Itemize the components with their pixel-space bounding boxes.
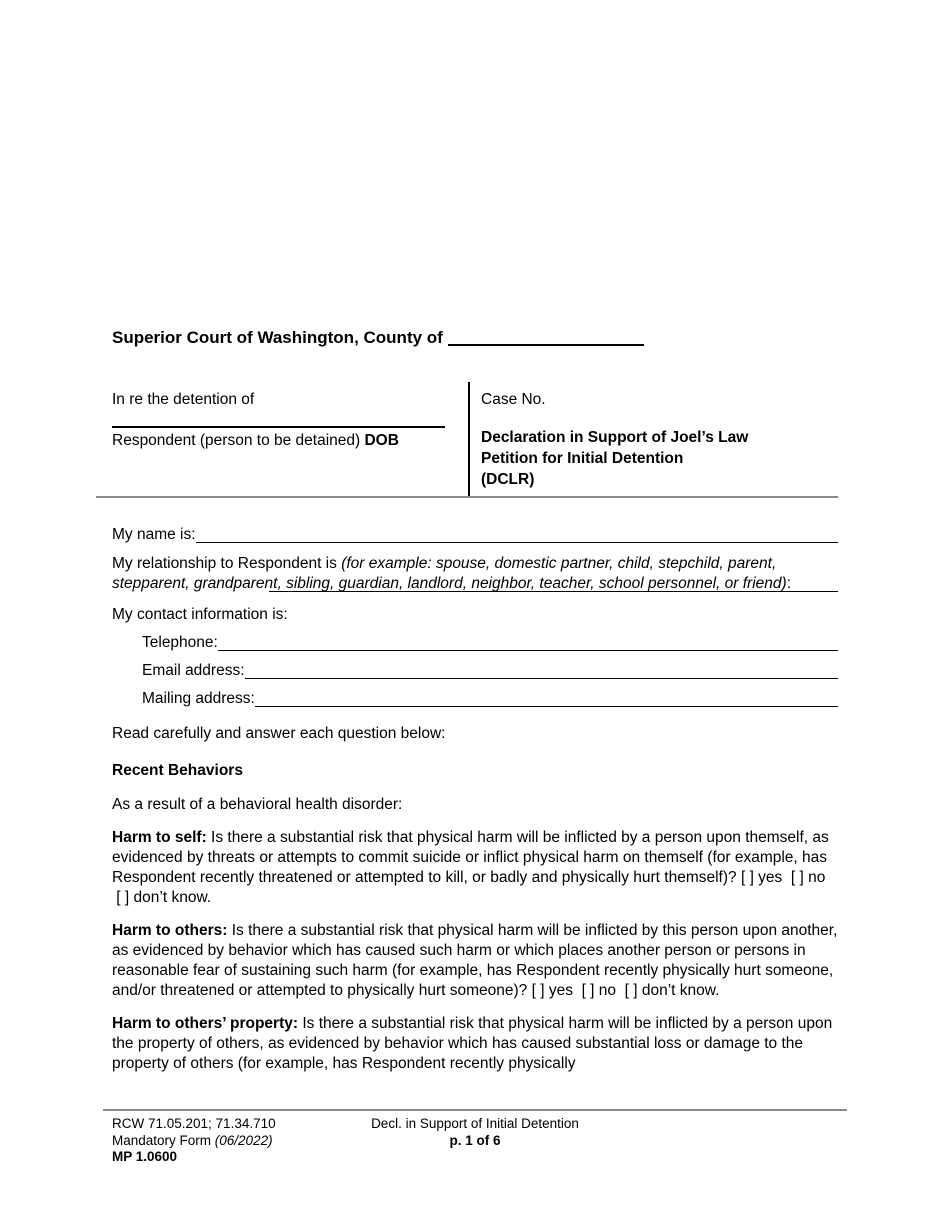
contact-info-label: My contact information is: bbox=[112, 606, 288, 623]
mailing-address-label: Mailing address: bbox=[142, 690, 255, 707]
footer-form-number: MP 1.0600 bbox=[112, 1149, 178, 1164]
court-title-row bbox=[112, 327, 838, 349]
document-title-line1: Declaration in Support of Joel’s Law bbox=[481, 429, 749, 446]
footer-rcw-citation: RCW 71.05.201; 71.34.710 bbox=[112, 1116, 276, 1131]
harm-to-others-paragraph bbox=[112, 921, 838, 1001]
case-caption-left-cell bbox=[96, 382, 468, 496]
mailing-row bbox=[142, 689, 838, 709]
respondent-name-blank-line[interactable] bbox=[112, 426, 445, 428]
recent-behaviors-heading: Recent Behaviors bbox=[112, 762, 243, 779]
footer-center-block bbox=[103, 1116, 847, 1149]
respondent-label-text: Respondent (person to be detained) bbox=[112, 432, 365, 449]
harm-to-others-text: Is there a substantial risk that physical harm will be inflicted by this person upon another, as evidenced by behavior which has caused such harm or which places another person or persons in reasonable fear of sustaining such harm (for example, has Respondent recently physically hurt someone, and/or threatened or attempted to physically hurt someone)? [ ] yes [ ] no [ ] don’t know. bbox=[112, 922, 838, 999]
harm-to-property-text: Is there a substantial risk that physical harm will be inflicted by a person upon the property of others, as evidenced by behavior which has caused substantial loss or damage to the property of others (for example, has Respondent recently physically bbox=[112, 1015, 833, 1072]
harm-to-others-lead: Harm to others: bbox=[112, 922, 228, 939]
relationship-examples: (for example: spouse, domestic partner, child, stepchild, parent, stepparent, grandparent, sibling, guardian, landlord, neighbor, teacher, school personnel, or friend) bbox=[112, 555, 787, 592]
behavioral-disorder-intro: As a result of a behavioral health disorder: bbox=[112, 796, 403, 813]
detention-caption: In re the detention of bbox=[112, 391, 255, 408]
telephone-label: Telephone: bbox=[142, 634, 218, 651]
relationship-blank-line[interactable] bbox=[269, 591, 838, 592]
relationship-paragraph bbox=[112, 554, 838, 594]
page-content bbox=[112, 0, 838, 1074]
case-caption-right-cell bbox=[468, 382, 838, 496]
read-carefully-instruction: Read carefully and answer each question below: bbox=[112, 725, 446, 742]
relationship-colon: : bbox=[786, 575, 792, 592]
telephone-row bbox=[142, 633, 838, 653]
email-blank-line[interactable] bbox=[245, 661, 838, 679]
harm-to-property-lead: Harm to others’ property: bbox=[112, 1015, 299, 1032]
harm-to-self-paragraph bbox=[112, 828, 838, 908]
email-label: Email address: bbox=[142, 662, 245, 679]
document-title-line2: Petition for Initial Detention bbox=[481, 450, 684, 467]
email-row bbox=[142, 661, 838, 681]
footer-doc-short-title: Decl. in Support of Initial Detention bbox=[371, 1116, 579, 1131]
name-blank-line[interactable] bbox=[196, 525, 838, 543]
harm-to-property-paragraph bbox=[112, 1014, 838, 1074]
document-title bbox=[481, 427, 838, 490]
name-row bbox=[112, 525, 838, 545]
page-footer bbox=[103, 1109, 847, 1166]
telephone-blank-line[interactable] bbox=[218, 633, 838, 651]
mailing-address-blank-line[interactable] bbox=[255, 689, 838, 707]
name-label: My name is: bbox=[112, 526, 196, 543]
respondent-label bbox=[112, 431, 454, 451]
footer-form-date: (06/2022) bbox=[214, 1132, 273, 1148]
case-no-label: Case No. bbox=[481, 391, 546, 408]
county-blank-line[interactable] bbox=[448, 344, 644, 346]
case-caption-table bbox=[96, 382, 838, 498]
dob-label: DOB bbox=[364, 432, 399, 449]
footer-mandatory-form-text: Mandatory Form bbox=[112, 1132, 215, 1148]
document-title-line3: (DCLR) bbox=[481, 471, 535, 488]
relationship-lead: My relationship to Respondent is bbox=[112, 555, 342, 572]
court-title: Superior Court of Washington, County of bbox=[112, 328, 443, 347]
harm-to-self-lead: Harm to self: bbox=[112, 829, 207, 846]
footer-page-indicator: p. 1 of 6 bbox=[449, 1132, 501, 1148]
harm-to-self-text: Is there a substantial risk that physical harm will be inflicted by a person upon themself, as evidenced by threats or attempts to commit suicide or inflict physical harm on themself (for example, has Respondent recently threatened or attempted to kill, or badly and physically hurt themself)? [ ] yes [ ] no [ ] don’t know. bbox=[112, 829, 829, 906]
